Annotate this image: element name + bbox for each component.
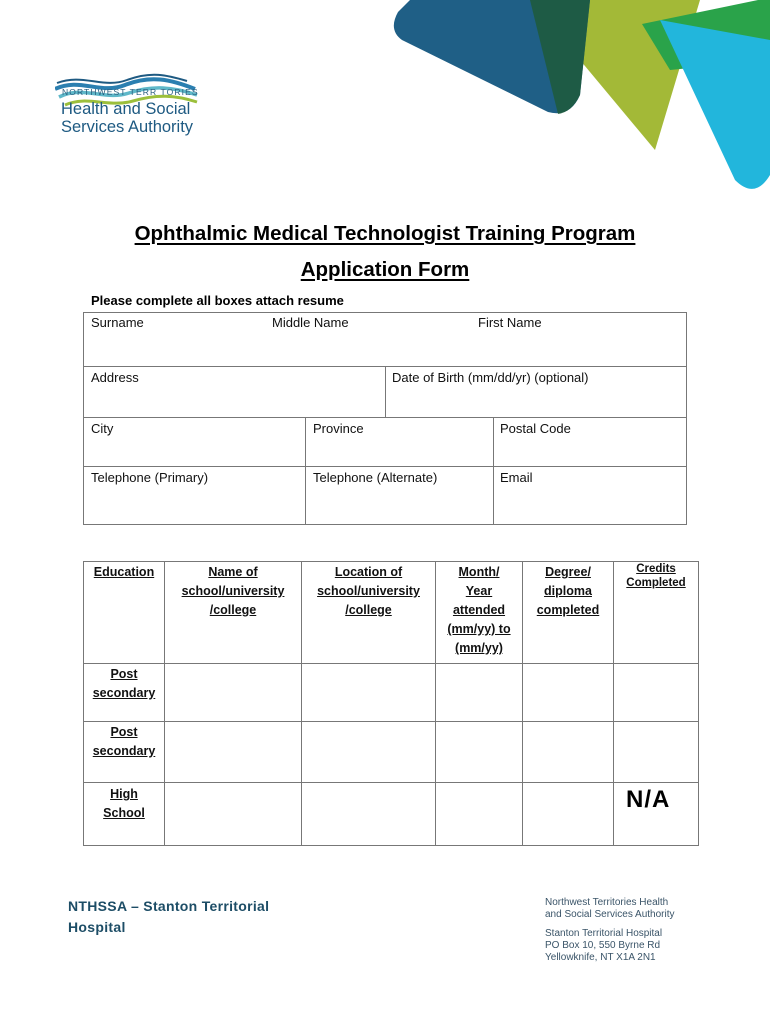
footer-org-line-2: and Social Services Authority <box>545 909 675 920</box>
middle-name-field[interactable]: Middle Name <box>272 315 349 330</box>
education-header: Education <box>93 565 155 579</box>
high-school-row-label: High School <box>103 787 145 820</box>
surname-field[interactable]: Surname <box>91 315 144 330</box>
post-secondary-2-dates-cell[interactable] <box>436 722 522 782</box>
footer-hospital-name: NTHSSA – Stanton Territorial Hospital <box>68 898 270 935</box>
post-secondary-2-credits-cell[interactable] <box>614 722 698 782</box>
post-secondary-2-location-cell[interactable] <box>302 722 435 782</box>
cyan-triangle-shape <box>660 20 770 189</box>
telephone-alternate-field[interactable]: Telephone (Alternate) <box>313 470 438 485</box>
post-secondary-row-1-label: Post secondary <box>92 667 156 700</box>
instructions-text: Please complete all boxes attach resume <box>91 293 344 308</box>
first-name-field[interactable]: First Name <box>478 315 542 330</box>
address-field[interactable]: Address <box>91 370 139 385</box>
logo-line-1: Health and Social <box>61 100 191 118</box>
telephone-primary-field[interactable]: Telephone (Primary) <box>91 470 209 485</box>
city-field[interactable]: City <box>91 421 114 436</box>
footer-address-line-2: PO Box 10, 550 Byrne Rd <box>545 940 661 951</box>
high-school-dates-cell[interactable] <box>436 783 522 845</box>
post-secondary-row-2-label: Post secondary <box>92 725 156 758</box>
footer-address-line-3: Yellowknife, NT X1A 2N1 <box>545 952 656 963</box>
degree-header: Degree/ diploma completed <box>536 565 600 617</box>
credits-header: Credits Completed <box>626 563 686 589</box>
province-field[interactable]: Province <box>313 421 364 436</box>
email-field[interactable]: Email <box>500 470 533 485</box>
high-school-degree-cell[interactable] <box>523 783 613 845</box>
post-secondary-2-degree-cell[interactable] <box>523 722 613 782</box>
school-name-header: Name of school/university /college <box>181 565 285 617</box>
post-secondary-1-location-cell[interactable] <box>302 664 435 721</box>
footer-org-line-1: Northwest Territories Health <box>545 897 669 908</box>
high-school-name-cell[interactable] <box>165 783 301 845</box>
header-triangle-graphic <box>380 0 770 195</box>
logo-region-text: NORTHWEST TERR TORIES <box>62 87 199 97</box>
post-secondary-1-dates-cell[interactable] <box>436 664 522 721</box>
high-school-credits-na: N/A <box>626 786 671 813</box>
footer-address-line-1: Stanton Territorial Hospital <box>545 928 663 939</box>
date-of-birth-field[interactable]: Date of Birth (mm/dd/yr) (optional) <box>392 370 589 385</box>
high-school-location-cell[interactable] <box>302 783 435 845</box>
post-secondary-1-degree-cell[interactable] <box>523 664 613 721</box>
postal-code-field[interactable]: Postal Code <box>500 421 571 436</box>
form-subtitle: Application Form <box>300 258 470 281</box>
school-location-header: Location of school/university /college <box>317 565 420 617</box>
post-secondary-1-school-name-cell[interactable] <box>165 664 301 721</box>
dates-attended-header: Month/ Year attended (mm/yy) to (mm/yy) <box>447 565 511 655</box>
form-title: Ophthalmic Medical Technologist Training Program <box>134 222 636 245</box>
post-secondary-2-school-name-cell[interactable] <box>165 722 301 782</box>
post-secondary-1-credits-cell[interactable] <box>614 664 698 721</box>
logo-line-2: Services Authority <box>61 118 194 136</box>
